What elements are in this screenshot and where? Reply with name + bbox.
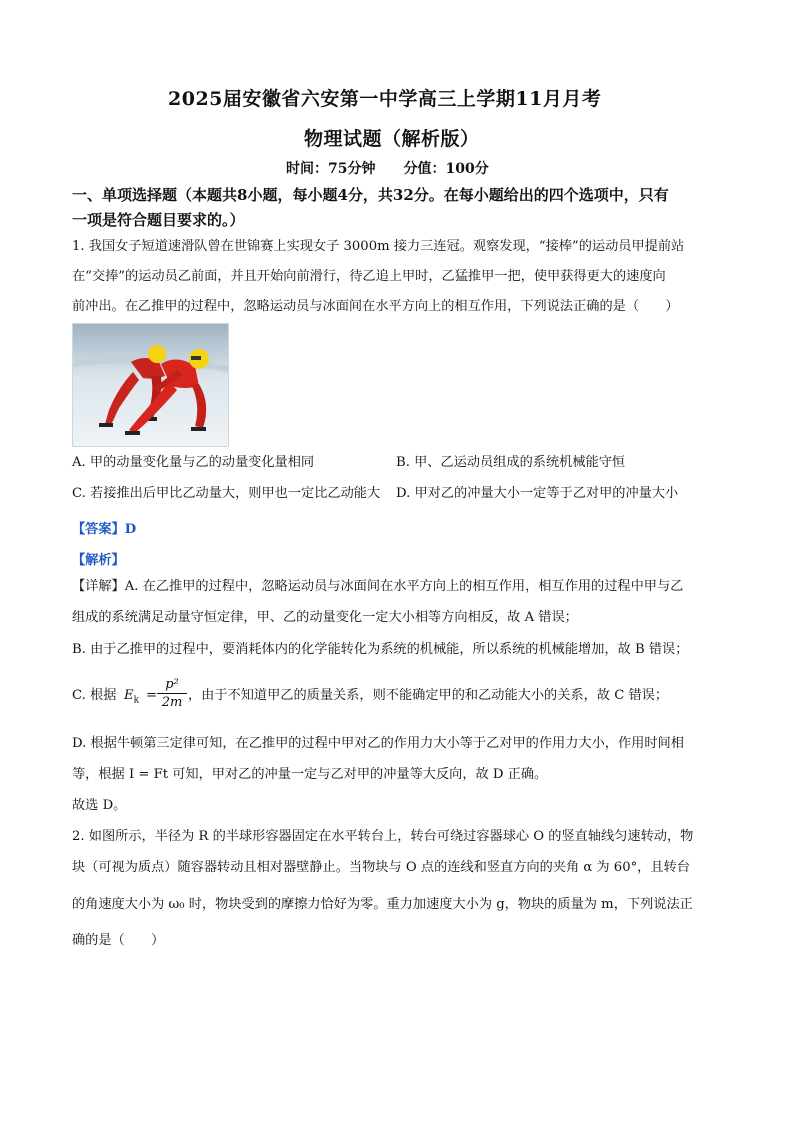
conclusion: 故选 D。 xyxy=(72,798,127,813)
analysis-label: 【解析】 xyxy=(72,553,125,568)
formula-sub: k xyxy=(133,695,140,706)
q1-stem-cont: 在“交捧”的运动员乙前面，并且开始向前滑行，待乙追上甲时，乙猛推甲一把，使甲获得更大的速度向 xyxy=(72,269,666,284)
q2-stem: 2. 如图所示，半径为 R 的半球形容器固定在水平转台上，转台可绕过容器球心 O 的竖直轴线匀速转动，物 xyxy=(72,829,694,844)
speed-skating-photo xyxy=(72,323,229,447)
section-heading-cont: 一项是符合题目要求的。） xyxy=(72,211,245,229)
detail-c: ，由于不知道甲乙的质量关系，则不能确定甲的和乙动能大小的关系，故 C 错误； xyxy=(188,688,669,703)
q2-stem-cont: 块（可视为质点）随容器转动且相对器壁静止。当物块与 O 点的连线和竖直方向的夹角 α 为 60°，且转台 xyxy=(72,860,690,875)
formula-lhs xyxy=(124,689,139,706)
q1-option-a: A. 甲的动量变化量与乙的动量变化量相同 xyxy=(72,455,315,470)
q1-option-b: B. 甲、乙运动员组成的系统机械能守恒 xyxy=(396,455,626,470)
detail-a-cont: 组成的系统满足动量守恒定律，甲、乙的动量变化一定大小相等方向相反，故 A 错误； xyxy=(72,610,578,625)
formula-e: E xyxy=(124,688,134,703)
detail-d-cont: 等，根据 I = Ft 可知，甲对乙的冲量一定与乙对甲的冲量等大反向，故 D 正确。 xyxy=(72,767,548,782)
q2-stem-cont: 确的是（ ） xyxy=(72,933,165,948)
detail-d: D. 根据牛顿第三定律可知，在乙推甲的过程中甲对乙的作用力大小等于乙对甲的作用力大小，作用时间相 xyxy=(72,736,684,751)
answer-label: 【答案】D xyxy=(72,522,137,537)
section-heading: 一、单项选择题（本题共8小题，每小题4分，共32分。在每小题给出的四个选项中，只有 xyxy=(72,186,669,204)
q1-option-c: C. 若接推出后甲比乙动量大，则甲也一定比乙动能大 xyxy=(72,486,381,501)
formula-fraction xyxy=(157,677,187,710)
fraction-bar xyxy=(157,693,187,694)
detail-a: 【详解】A. 在乙推甲的过程中，忽略运动员与冰面间在水平方向上的相互作用，相互作用的过程中甲与乙 xyxy=(72,579,684,594)
detail-c-prefix: C. 根据 xyxy=(72,688,117,703)
q1-stem-cont: 前冲出。在乙推甲的过程中，忽略运动员与冰面间在水平方向上的相互作用，下列说法正确的是（ ） xyxy=(72,299,679,314)
formula-denominator: 2m xyxy=(161,695,183,710)
q1-stem: 1. 我国女子短道速滑队曾在世锦赛上实现女子 3000m 接力三连冠。观察发现，“接棒”的运动员甲提前站 xyxy=(72,239,685,254)
q2-stem-cont: 的角速度大小为 ω₀ 时，物块受到的摩擦力恰好为零。重力加速度大小为 g，物块的质量为 m，下列说法正 xyxy=(72,897,693,912)
time-score-info: 时间：75分钟 分值：100分 xyxy=(286,161,489,177)
formula-numerator: p² xyxy=(165,677,179,692)
page-subtitle: 物理试题（解析版） xyxy=(304,128,480,150)
page-title: 2025届安徽省六安第一中学高三上学期11月月考 xyxy=(168,88,602,110)
detail-b: B. 由于乙推甲的过程中，要消耗体内的化学能转化为系统的机械能，所以系统的机械能增加，故 B 错误； xyxy=(72,642,689,657)
q1-option-d: D. 甲对乙的冲量大小一定等于乙对甲的冲量大小 xyxy=(396,486,679,501)
formula-eq: = xyxy=(146,688,158,703)
skaters-illustration xyxy=(73,324,228,446)
